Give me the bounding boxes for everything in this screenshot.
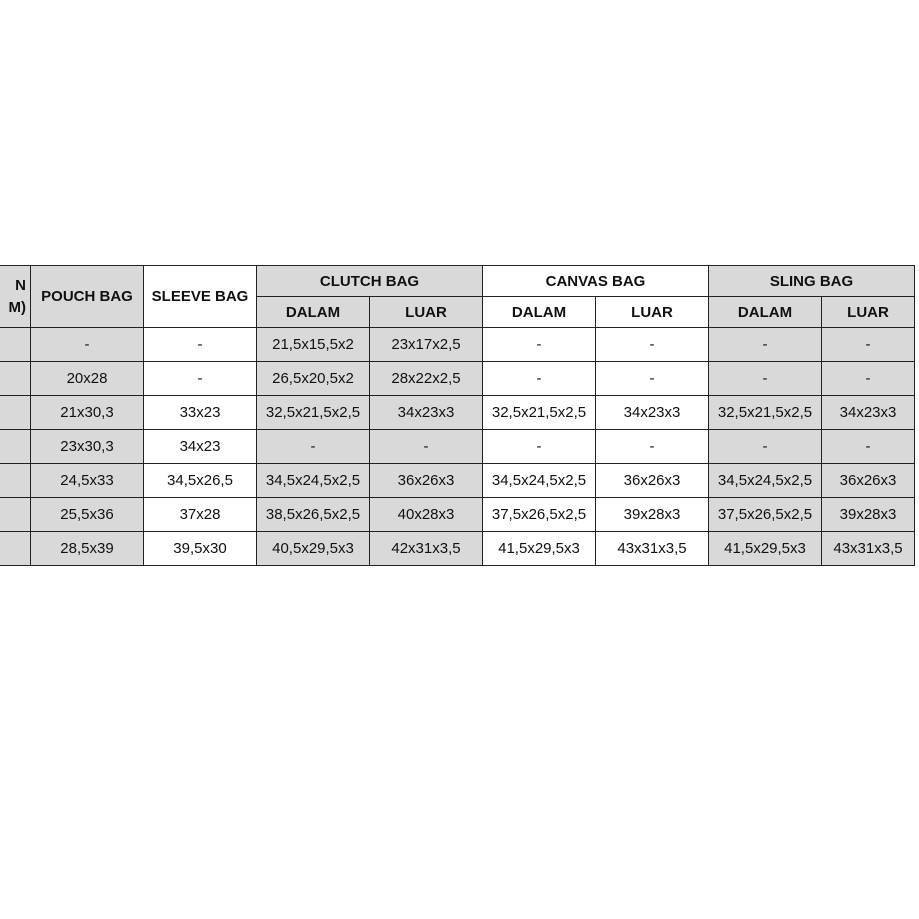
table-body bbox=[0, 328, 915, 566]
table-cell: - bbox=[257, 430, 370, 464]
table-cell: 37,5x26,5x2,5 bbox=[483, 498, 596, 532]
table-cell: 39x28x3 bbox=[596, 498, 709, 532]
table-cell: 38,5x26,5x2,5 bbox=[257, 498, 370, 532]
table-cell: - bbox=[31, 328, 144, 362]
size-cell bbox=[0, 532, 31, 566]
pouch-bag-header: POUCH BAG bbox=[31, 266, 144, 328]
table-cell: 40,5x29,5x3 bbox=[257, 532, 370, 566]
table-cell: 43x31x3,5 bbox=[596, 532, 709, 566]
table-cell: 36x26x3 bbox=[370, 464, 483, 498]
size-cell bbox=[0, 498, 31, 532]
table-cell: - bbox=[822, 362, 915, 396]
table-cell: - bbox=[483, 430, 596, 464]
table-cell: 23x30,3 bbox=[31, 430, 144, 464]
table-cell: 25,5x36 bbox=[31, 498, 144, 532]
header-row-1 bbox=[0, 266, 915, 297]
table-row bbox=[0, 362, 915, 396]
bag-size-table bbox=[0, 265, 915, 566]
sleeve-bag-header: SLEEVE BAG bbox=[144, 266, 257, 328]
table-cell: - bbox=[709, 430, 822, 464]
size-table-container bbox=[0, 265, 915, 566]
table-cell: - bbox=[822, 430, 915, 464]
table-cell: 34,5x26,5 bbox=[144, 464, 257, 498]
table-cell: 23x17x2,5 bbox=[370, 328, 483, 362]
table-cell: - bbox=[483, 328, 596, 362]
table-cell: - bbox=[709, 362, 822, 396]
size-cell bbox=[0, 430, 31, 464]
table-cell: 37,5x26,5x2,5 bbox=[709, 498, 822, 532]
table-cell: 24,5x33 bbox=[31, 464, 144, 498]
table-cell: 28x22x2,5 bbox=[370, 362, 483, 396]
size-header-line2: M) bbox=[8, 298, 26, 316]
table-cell: 32,5x21,5x2,5 bbox=[257, 396, 370, 430]
table-cell: 34x23 bbox=[144, 430, 257, 464]
table-cell: 28,5x39 bbox=[31, 532, 144, 566]
table-cell: 21,5x15,5x2 bbox=[257, 328, 370, 362]
table-row bbox=[0, 464, 915, 498]
table-cell: - bbox=[596, 430, 709, 464]
size-cell bbox=[0, 396, 31, 430]
sling-bag-header: SLING BAG bbox=[709, 266, 915, 297]
table-cell: 40x28x3 bbox=[370, 498, 483, 532]
canvas-luar-header: LUAR bbox=[596, 297, 709, 328]
size-cell bbox=[0, 362, 31, 396]
sling-dalam-header: DALAM bbox=[709, 297, 822, 328]
table-cell: 41,5x29,5x3 bbox=[483, 532, 596, 566]
canvas-dalam-header: DALAM bbox=[483, 297, 596, 328]
table-cell: 41,5x29,5x3 bbox=[709, 532, 822, 566]
table-cell: 33x23 bbox=[144, 396, 257, 430]
table-cell: 43x31x3,5 bbox=[822, 532, 915, 566]
table-row bbox=[0, 498, 915, 532]
table-row bbox=[0, 532, 915, 566]
table-row bbox=[0, 328, 915, 362]
table-cell: 26,5x20,5x2 bbox=[257, 362, 370, 396]
table-cell: 39x28x3 bbox=[822, 498, 915, 532]
clutch-luar-header: LUAR bbox=[370, 297, 483, 328]
size-column-header bbox=[0, 266, 31, 328]
table-cell: 32,5x21,5x2,5 bbox=[483, 396, 596, 430]
clutch-dalam-header: DALAM bbox=[257, 297, 370, 328]
table-cell: 34,5x24,5x2,5 bbox=[483, 464, 596, 498]
table-cell: 39,5x30 bbox=[144, 532, 257, 566]
table-cell: 20x28 bbox=[31, 362, 144, 396]
table-cell: 34,5x24,5x2,5 bbox=[257, 464, 370, 498]
table-cell: 37x28 bbox=[144, 498, 257, 532]
size-cell bbox=[0, 464, 31, 498]
table-cell: - bbox=[596, 362, 709, 396]
table-cell: 36x26x3 bbox=[596, 464, 709, 498]
table-cell: 34x23x3 bbox=[596, 396, 709, 430]
table-cell: 34x23x3 bbox=[370, 396, 483, 430]
table-cell: 42x31x3,5 bbox=[370, 532, 483, 566]
table-cell: - bbox=[370, 430, 483, 464]
clutch-bag-header: CLUTCH BAG bbox=[257, 266, 483, 297]
table-cell: 36x26x3 bbox=[822, 464, 915, 498]
sling-luar-header: LUAR bbox=[822, 297, 915, 328]
canvas-bag-header: CANVAS BAG bbox=[483, 266, 709, 297]
table-cell: 34x23x3 bbox=[822, 396, 915, 430]
table-cell: - bbox=[144, 328, 257, 362]
table-cell: 32,5x21,5x2,5 bbox=[709, 396, 822, 430]
table-cell: - bbox=[144, 362, 257, 396]
table-row bbox=[0, 430, 915, 464]
table-cell: - bbox=[822, 328, 915, 362]
size-header-line1: N bbox=[15, 276, 26, 294]
table-cell: 21x30,3 bbox=[31, 396, 144, 430]
table-cell: 34,5x24,5x2,5 bbox=[709, 464, 822, 498]
table-cell: - bbox=[596, 328, 709, 362]
table-row bbox=[0, 396, 915, 430]
table-cell: - bbox=[709, 328, 822, 362]
table-cell: - bbox=[483, 362, 596, 396]
size-cell bbox=[0, 328, 31, 362]
